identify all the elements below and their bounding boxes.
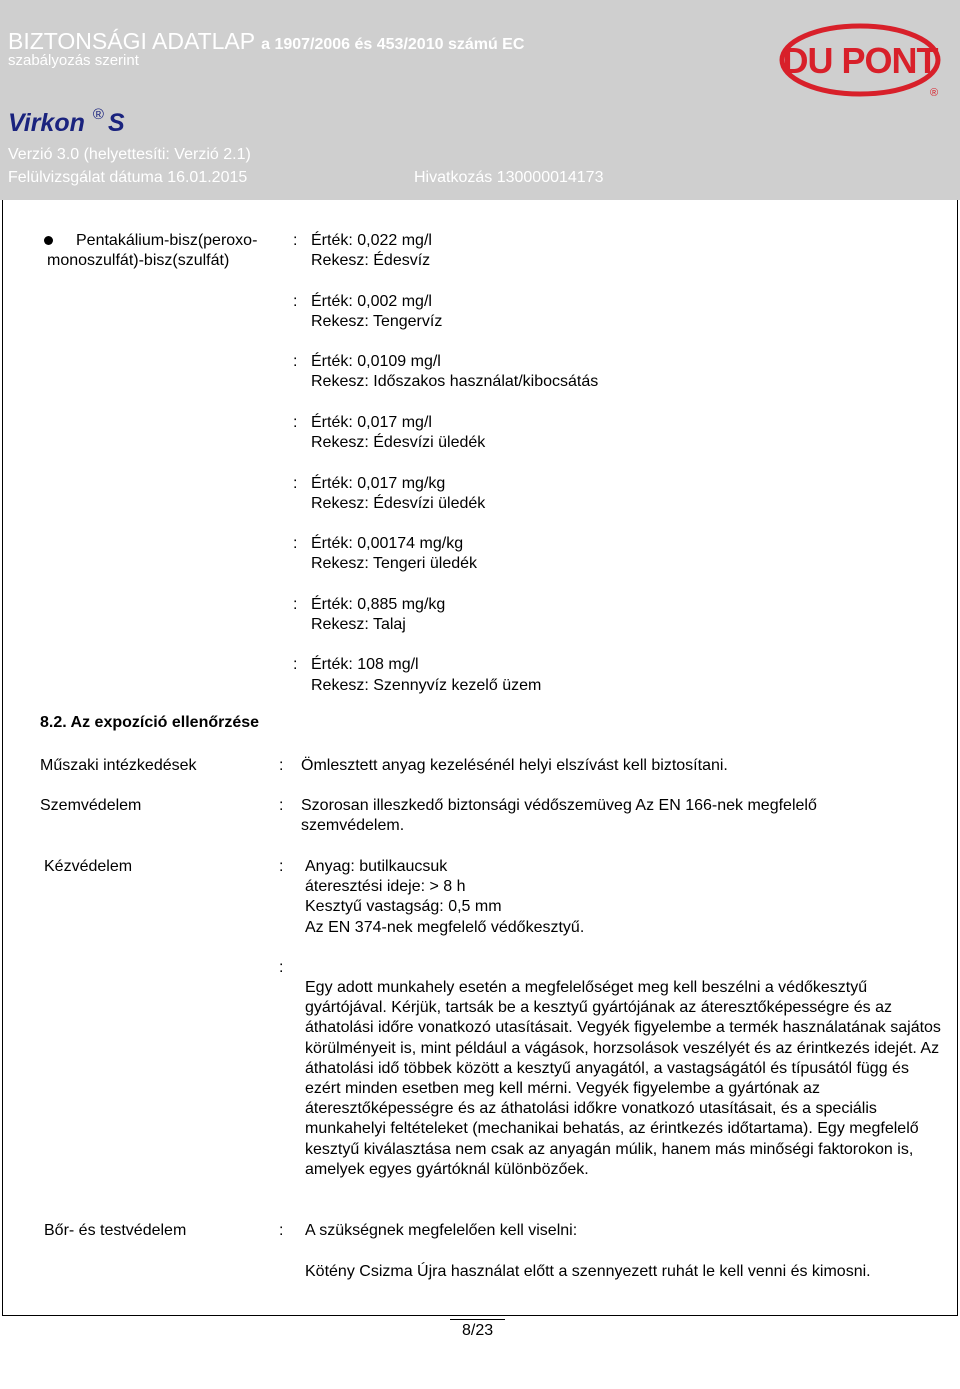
pnec-compartment: Rekesz: Tengeri üledék xyxy=(311,555,478,572)
eye-protection-colon: : xyxy=(279,797,284,814)
version-text: Verzió 3.0 (helyettesíti: Verzió 2.1) xyxy=(8,146,251,163)
pnec-value: Érték: 0,885 mg/kg xyxy=(311,596,446,613)
pnec-colon: : xyxy=(293,293,298,310)
regulation-text: a 1907/2006 és 453/2010 számú EC xyxy=(261,36,525,53)
pnec-compartment: Rekesz: Időszakos használat/kibocsátás xyxy=(311,373,599,390)
pnec-colon: : xyxy=(293,656,298,673)
pnec-colon: : xyxy=(293,596,298,613)
logo-registered-mark: ® xyxy=(929,87,939,98)
eye-protection-value: Szorosan illeszkedő biztonsági védőszemüveg Az EN 166-nek megfelelő xyxy=(301,797,817,814)
pnec-colon: : xyxy=(293,535,298,552)
pnec-value: Érték: 0,017 mg/kg xyxy=(311,475,446,492)
pnec-colon: : xyxy=(293,414,298,431)
document-title: BIZTONSÁGI ADATLAP a 1907/2006 és 453/2010 számú EC xyxy=(8,28,525,54)
section-heading: 8.2. Az expozíció ellenőrzése xyxy=(40,714,260,731)
hand-standard: Az EN 374-nek megfelelő védőkesztyű. xyxy=(305,919,585,936)
regulation-continuation: szabályozás szerint xyxy=(8,52,139,69)
pnec-colon: : xyxy=(293,475,298,492)
reference-number: Hivatkozás 130000014173 xyxy=(414,169,604,186)
hand-advice-paragraph: Egy adott munkahely esetén a megfelelőséget meg kell beszélni a védőkesztyű gyártójával. Kérjük, tartsák be a kesztyű gyártójának az áteresztőképességre és az áthatolási időre vonatkozó utasításait. Vegyék figyelembe a termék használatának sajátos körülményeit is, mint például a vágások, horzsolások veszélyét és az érintkezés idejét. Az áthatolási idő többek között a kesztyű anyagától, a vastagságától és típusától függ és ezért minden esetben meg kell mérni. Vegyék figyelembe a gyártónak az áteresztőképességre és az áthatolási időkre vonatkozó utasításait, és a speciális munkahelyi feltételeket (mechanikai behatás, az érintkezés időtartama). Egy megfelelő kesztyű kiválasztása nem csak az anyagán múlik, hanem más minőségi faktorokon is, amelyek egyes gyártóknál különbözőek. xyxy=(305,979,941,1178)
body-protection-label: Bőr- és testvédelem xyxy=(44,1222,187,1239)
pnec-value: Érték: 0,002 mg/l xyxy=(311,293,432,310)
pnec-compartment: Rekesz: Tengervíz xyxy=(311,313,443,330)
pnec-value: Érték: 0,00174 mg/kg xyxy=(311,535,464,552)
eye-protection-label: Szemvédelem xyxy=(40,797,142,814)
body-protection-value: A szükségnek megfelelően kell viselni: xyxy=(305,1222,578,1239)
hand-protection-label: Kézvédelem xyxy=(44,858,133,875)
pnec-colon: : xyxy=(293,232,298,249)
hand-protection-colon: : xyxy=(279,858,284,875)
substance-name-line1: Pentakálium-bisz(peroxo- xyxy=(76,232,258,249)
engineering-label: Műszaki intézkedések xyxy=(40,757,197,774)
pnec-compartment: Rekesz: Szennyvíz kezelő üzem xyxy=(311,677,542,694)
pnec-compartment: Rekesz: Édesvíz xyxy=(311,252,431,269)
body-protection-colon: : xyxy=(279,1222,284,1239)
logo-wordmark: DU PONT xyxy=(782,40,938,81)
pnec-compartment: Rekesz: Édesvízi üledék xyxy=(311,434,486,451)
page-number: 8/23 xyxy=(462,1322,494,1339)
hand-thickness: Kesztyű vastagság: 0,5 mm xyxy=(305,898,502,915)
pnec-value: Érték: 108 mg/l xyxy=(311,656,419,673)
body-protection-items: Kötény Csizma Újra használat előtt a szennyezett ruhát le kell venni és kimosni. xyxy=(305,1263,871,1280)
hand-breakthrough: áteresztési ideje: > 8 h xyxy=(305,878,466,895)
engineering-colon: : xyxy=(279,757,284,774)
revision-date: Felülvizsgálat dátuma 16.01.2015 xyxy=(8,169,248,186)
registered-mark: ® xyxy=(92,106,104,123)
eye-protection-value-cont: szemvédelem. xyxy=(301,817,405,834)
product-name: Virkon ® S xyxy=(8,106,125,137)
hand-advice-colon: : xyxy=(279,959,284,976)
pnec-compartment: Rekesz: Talaj xyxy=(311,616,406,633)
hand-material: Anyag: butilkaucsuk xyxy=(305,858,448,875)
bullet-icon xyxy=(44,236,53,245)
substance-name-line2: monoszulfát)-bisz(szulfát) xyxy=(47,252,230,269)
footer-divider xyxy=(450,1319,505,1320)
pnec-colon: : xyxy=(293,353,298,370)
pnec-value: Érték: 0,022 mg/l xyxy=(311,232,432,249)
dupont-logo xyxy=(778,22,946,98)
pnec-value: Érték: 0,0109 mg/l xyxy=(311,353,441,370)
pnec-compartment: Rekesz: Édesvízi üledék xyxy=(311,495,486,512)
engineering-value: Ömlesztett anyag kezelésénél helyi elszívást kell biztosítani. xyxy=(301,757,728,774)
pnec-value: Érték: 0,017 mg/l xyxy=(311,414,432,431)
